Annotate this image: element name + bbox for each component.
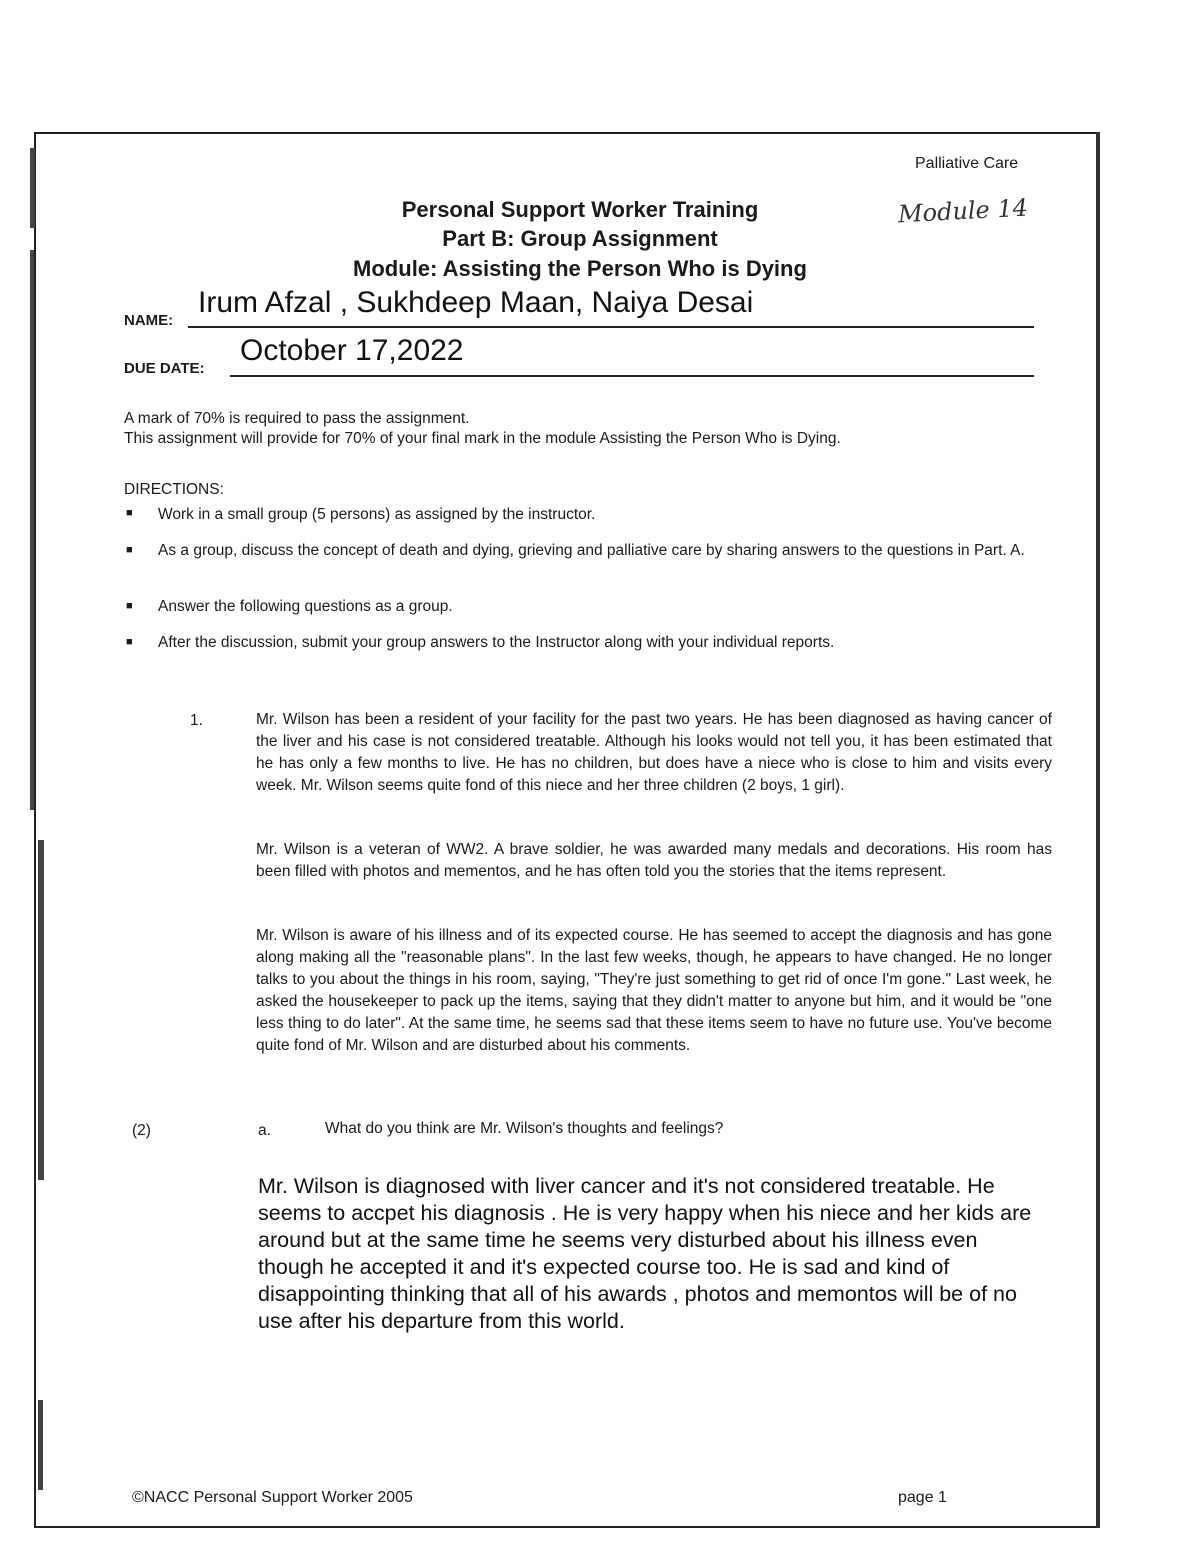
corner-label: Palliative Care xyxy=(915,155,1019,172)
question-paragraph: Mr. Wilson is a veteran of WW2. A brave soldier, he was awarded many medals and decorations. His room has been filled with photos and mementos, and he has often told you the stories that the items represent. xyxy=(256,841,1052,880)
sub-question-text: What do you think are Mr. Wilson's thoughts and feelings? xyxy=(325,1120,724,1137)
bullet-icon: ■ xyxy=(126,507,133,519)
intro-line-2: This assignment will provide for 70% of your final mark in the module Assisting the Person Who is Dying. xyxy=(124,430,841,447)
direction-item: As a group, discuss the concept of death and dying, grieving and palliative care by sharing answers to the questions in Part. A. xyxy=(158,542,1025,559)
footer-page-number: page 1 xyxy=(898,1489,947,1506)
intro-line-1: A mark of 70% is required to pass the assignment. xyxy=(124,410,470,427)
page-frame-edge xyxy=(1096,132,1100,1528)
sub-question-letter: a. xyxy=(258,1122,271,1139)
title-line-1: Personal Support Worker Training xyxy=(401,197,759,222)
title-line-2: Part B: Group Assignment xyxy=(442,226,718,251)
footer-copyright: ©NACC Personal Support Worker 2005 xyxy=(132,1489,413,1506)
marks-label: (2) xyxy=(132,1122,151,1139)
name-label: NAME: xyxy=(124,312,174,329)
name-value[interactable]: Irum Afzal , Sukhdeep Maan, Naiya Desai xyxy=(198,286,754,319)
due-date-value[interactable]: October 17,2022 xyxy=(240,334,464,367)
scan-mark xyxy=(38,1400,43,1490)
bullet-icon: ■ xyxy=(126,544,133,556)
due-date-underline xyxy=(230,375,1034,377)
direction-item: Work in a small group (5 persons) as assigned by the instructor. xyxy=(158,506,596,523)
scan-mark xyxy=(38,840,44,1180)
title-line-3: Module: Assisting the Person Who is Dying xyxy=(353,256,807,281)
scan-mark xyxy=(30,250,34,810)
question-number: 1. xyxy=(190,712,203,729)
question-paragraph: Mr. Wilson has been a resident of your facility for the past two years. He has been diagnosed as having cancer of the liver and his case is not considered treatable. Although his looks would not tell you, it has been estimated that he has only a few months to live. He has no children, but does have a niece who is close to him and visits every week. Mr. Wilson seems quite fond of this niece and her three children (2 boys, 1 girl). xyxy=(256,711,1052,794)
due-date-label: DUE DATE: xyxy=(124,360,205,377)
question-paragraph: Mr. Wilson is aware of his illness and of its expected course. He has seemed to accept the diagnosis and has gone along making all the "reasonable plans". In the last few weeks, though, he appears to have changed. He no longer talks to you about the things in his room, saying, "They're just something to get rid of once I'm gone." Last week, he asked the housekeeper to pack up the items, saying that they didn't matter to anyone but him, and it would be "one less thing to do later". At the same time, he seems sad that these items seem to have no future use. You've become quite fond of Mr. Wilson and are disturbed about his comments. xyxy=(256,927,1052,1054)
direction-item: Answer the following questions as a group. xyxy=(158,598,453,615)
handwritten-note: Module 14 xyxy=(897,193,1029,229)
answer-text[interactable]: Mr. Wilson is diagnosed with liver cancer and it's not considered treatable. He seems to accpet his diagnosis . He is very happy when his niece and her kids are around but at the same time he seems very disturbed about his illness even though he accepted it and it's expected course too. He is sad and kind of disappointing thinking that all of his awards , photos and memontos will be of no use after his departure from this world. xyxy=(258,1174,1032,1333)
bullet-icon: ■ xyxy=(126,600,133,612)
name-underline xyxy=(188,326,1034,328)
direction-item: After the discussion, submit your group answers to the Instructor along with your individual reports. xyxy=(158,634,835,651)
directions-heading: DIRECTIONS: xyxy=(124,481,224,498)
bullet-icon: ■ xyxy=(126,636,133,648)
